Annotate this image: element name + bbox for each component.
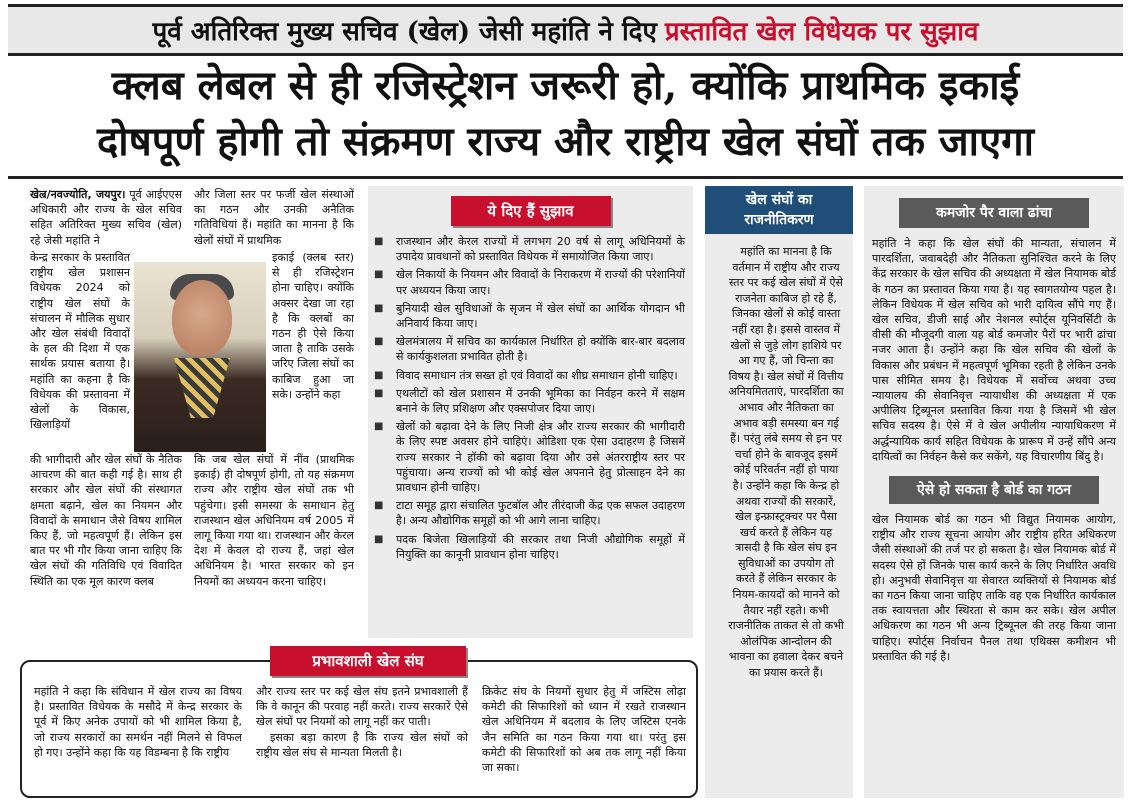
politicization-title-line1: खेल संघों का: [745, 192, 813, 208]
suggestion-item: ■ खेल निकायों के नियमन और विवादों के निराकरण में राज्यों की परेशानियों पर अध्ययन किया जाए।: [368, 267, 685, 297]
headline-line-2: दोषपूर्ण होगी तो संक्रमण राज्य और राष्ट्रीय खेल संघों तक जाएगा: [96, 118, 1035, 165]
story-col2-bottom: कि जब खेल संघों में नींव (प्राथमिक इकाई) ही दोषपूर्ण होगी, तो यह संक्रमण राज्य और राष्ट्रीय खेल संघों तक भी पहुंचेगा। इसी समस्या के समाधान हेतु राजस्थान खेल अधिनियम वर्ष 2005 में लागू किया गया था। राजस्थान और केरल देश में केवल दो राज्य हैं, जहां खेल अधिनियम है। भारत सरकार को इन नियमों का अध्ययन करना चाहिए।: [194, 453, 354, 588]
story-col1-top: [30, 187, 182, 248]
story-col2-top: और जिला स्तर पर फर्जी खेल संस्थाओं का गठन और उनकी अनैतिक गतिविधियां हैं। महांति का मानना है कि खेलों संघों में प्राथमिक: [194, 188, 354, 247]
suggestion-item: ■ राजस्थान और केरल राज्यों में लगभग 20 वर्ष से लागू अधिनियमों के उपादेय प्रावधानों को प्रस्तावित विधेयक में समायोजित किया जाए।: [368, 234, 685, 264]
suggestion-item: ■ पदक बिजेता खिलाड़ियों की सरकार तथा निजी औद्योगिक समूहों में नियुक्ति का कानूनी प्रावधान होना चाहिए।: [368, 532, 685, 562]
story-col1-bottom: की भागीदारी और खेल संघों के नैतिक आचरण की बात कही गई है। साथ ही सरकार और खेल संघों की संस्थागत क्षमता बढ़ाने, खेल का नियमन और विवादों के समाधान जैसे विषय शामिल किए हैं, जो महत्वपूर्ण हैं। लेकिन इस बात पर भी गौर किया जाना चाहिए कि खेल संघों की गतिविधि एवं विवादित स्थिति का एक मूल कारण क्लब: [30, 453, 182, 588]
weak-structure-body: महांति ने कहा कि खेल संघों की मान्यता, संचालन में पारदर्शिता, जवाबदेही और नैतिकता सुनिश्चित करने के लिए केंद्र सरकार के खेल सचिव की अध्यक्षता में खेल नियामक बोर्ड के गठन का प्रस्तावत किया गया है। यह स्वागतयोग्य पहल है। लेकिन विधेयक में खेल सचिव को भारी दायित्व सौंपे गए हैं। खेल सचिव, डीजी साई और नेशनल स्पोर्ट्स यूनिवर्सिटी के वीसी की मौजूदगी वाला यह बोर्ड कमजोर पैरों पर भारी ढांचा नजर आता है। उन्होंने कहा कि खेल सचिव की खेलों के विकास और प्रबंधन में महत्वपूर्ण भूमिका रहती है लेकिन उनके पास सीमित समय है। विधेयक में सर्वोच्च अथवा उच्च न्यायालय की सेवानिवृत्त न्यायाधीश की अध्यक्षता में एक अपीलिय ट्रिब्यूनल प्रस्तावित किया गया है जिसमें भी खेल सचिव सदस्य है। ऐसे में वे खेल अपीलीय न्यायाधिकरण में अर्द्धन्यायिक कार्य सहित विधेयक के प्रारूप में उन्हें सौंपे अन्य दायित्वों का निर्वहन कैसे कर सकेंगे, यह विचारणीय बिंदु है।: [872, 237, 1116, 463]
suggestion-item: ■ खेलमंत्रालय में सचिव का कार्यकाल निर्धारित हो क्योंकि बार-बार बदलाव से कार्यकुशलता प्रभावित होती है।: [368, 334, 685, 364]
influential-col3: क्रिकेट संघ के नियमों सुधार हेतु में जस्टिस लोढ़ा कमेटी की सिफारिशों को ध्यान में रखते राजस्थान खेल अधिनियम में बदलाव के लिए जस्टिस एनके जैन समिति का गठन किया गया था। परंतु इस कमेटी की सिफारिशों को अब तक लागू नहीं किया जा सका।: [482, 685, 686, 775]
board-formation-body: खेल नियामक बोर्ड का गठन भी विद्युत नियामक आयोग, राष्ट्रीय और राज्य सूचना आयोग और राष्ट्रीय हरित अधिकरण जैसी संस्थाओं की तर्ज पर हो सकता है। खेल नियामक बोर्ड में सदस्य ऐसे हों जिनके पास कार्य करने के लिए निर्धारित अवधि हो। अनुभवी सेवानिवृत्त या सेवारत व्यक्तियों से नियामक बोर्ड का गठन किया जाना चाहिए ताकि वह एक निर्धारित कार्यकाल तक स्वायत्तता और स्थिरता से काम कर सके। खेल अपील अधिकरण का गठन भी अन्य ट्रिब्यूनल की तरह किया जाना चाहिए। स्पोर्ट्स निर्वाचन पैनल तथा एथिक्स कमीशन भी प्रस्तावित की गई है।: [872, 513, 1116, 663]
politicization-title-line2: राजनीतिकरण: [744, 212, 814, 228]
politicization-body: महांति का मानना है कि वर्तमान में राष्ट्रीय और राज्य स्तर पर कई खेल संघों में ऐसे राजनेता काबिज हो रहे हैं, जिनका खेलों से कोई वास्ता नहीं रहा है। इससे वास्तव में खेलों से जुड़े लोग हाशिये पर आ गए हैं, जो चिन्ता का विषय है। खेल संघों में वित्तीय अनियमितताएं, पारदर्शिता का अभाव और नैतिकता का अभाव बड़ी समस्या बन गई हैं। परंतु लंबे समय से इन पर चर्चा होने के बावजूद इसमें कोई परिवर्तन नहीं हो पाया है। उन्होंने कहा कि केन्द्र हो अथवा राज्यों की सरकारें, खेल इन्फ्रास्ट्रक्चर पर पैसा खर्च करते हैं लेकिन यह त्रासदी है कि खेल संघ इन सुविधाओं का उपयोग तो करते हैं लेकिन सरकार के नियम-कायदों को मानने को तैयार नहीं रहते। कभी राजनीतिक ताकत से तो कभी ओलंपिक आन्दोलन की भावना का हवाला देकर बचने का प्रयास करते हैं।: [728, 245, 844, 680]
kicker-text: पूर्व अतिरिक्त मुख्य सचिव (खेल) जेसी महांति ने दिए: [152, 17, 657, 47]
right-box: [864, 186, 1124, 798]
influential-col2-para1: और राज्य स्तर पर कई खेल संघ इतने प्रभावशाली हैं कि वे कानून की परवाह नहीं करते। राज्य सरकारें ऐसे खेल संघों पर नियमों को लागू नहीं कर पाती।: [256, 685, 468, 729]
kicker-strap: [8, 4, 1123, 56]
dateline: खेल्र/नवज्योति, जयपुर।: [30, 188, 126, 201]
headline-line-1: क्लब लेबल से ही रजिस्ट्रेशन जरूरी हो, क्योंकि प्राथमिक इकाई: [111, 62, 1020, 109]
suggestions-box: [368, 186, 693, 638]
suggestion-item: ■ बुनियादी खेल सुविधाओं के सृजन में खेल संघों का आर्थिक योगदान भी अनिवार्य किया जाए।: [368, 301, 685, 331]
header-rule: [8, 176, 1123, 179]
headline: [8, 58, 1123, 170]
story-col2-narrow: इकाई (क्लब स्तर) से ही रजिस्ट्रेशन होना चाहिए। क्योंकि अक्सर देखा जा रहा है कि क्लबों का गठन ही ऐसे किया जाता है ताकि उसके जरिए जिला संघों का काबिज हुआ जा सके। उन्होंने कहा: [272, 251, 354, 401]
suggestion-item: ■ एथलीटों को खेल प्रशासन में उनकी भूमिका का निर्वहन करने में सक्षम बनाने के लिए प्रशिक्षण और एक्सपोजर दिया जाए।: [368, 386, 685, 416]
board-formation-title: ऐसे हो सकता है बोर्ड का गठन: [889, 476, 1099, 504]
suggestion-item: ■ खेलों को बढ़ावा देने के लिए निजी क्षेत्र और राज्य सरकार की भागीदारी के लिए स्पष्ट अवसर होने चाहिएं। ओडिशा एक ऐसा उदाहरण है जिसमें राज्य सरकार ने हॉकी को बढ़ावा दिया और उसे अंतरराष्ट्रीय स्तर पर पहुंचाया। अन्य राज्यों को भी कोई खेल अपनाने हेतु प्रोत्साहन देने का प्रावधान होनी चाहिए।: [368, 419, 685, 495]
story-col1-narrow: केन्द्र सरकार के प्रस्तावित राष्ट्रीय खेल प्रशासन विधेयक 2024 को राष्ट्रीय खेल संघों के संचालन में मौलिक सुधार और खेल संबंधी विवादों के हल की दिशा में एक सार्थक प्रयास बताया है। महांति का कहना है कि विधेयक की प्रस्तावना में खेलों के विकास, खिलाड़ियों: [30, 251, 130, 432]
portrait-photo: [134, 262, 266, 452]
suggestion-item: ■ टाटा समूह द्वारा संचालित फुटबॉल और तीरंदाजी केंद्र एक सफल उदाहरण है। अन्य औद्योगिक समूहों को भी आगे लाना चाहिए।: [368, 498, 685, 528]
suggestions-title: ये दिए हैं सुझाव: [451, 196, 611, 226]
influential-col2-para2: इसका बड़ा कारण है कि राज्य खेल संघों को राष्ट्रीय खेल संघ से मान्यता मिलती है।: [256, 730, 468, 759]
influential-title: प्रभावशाली खेल संघ: [270, 646, 466, 676]
story-col1-top-text: पूर्व आईएएस अधिकारी और राज्य के खेल सचिव सहित अतिरिक्त मुख्य सचिव (खेल) रहे जेसी महांति ने: [30, 188, 182, 247]
suggestions-list: [368, 234, 693, 562]
influential-col2: [256, 684, 468, 794]
suggestion-item: ■ विवाद समाधान तंत्र सख्त हो एवं विवादों का शीघ्र समाधान होनी चाहिए।: [368, 368, 685, 383]
politicization-box: [705, 186, 853, 798]
weak-structure-title: कमजोर पैर वाला ढांचा: [899, 198, 1089, 228]
politicization-title: [705, 186, 853, 234]
kicker-highlight: प्रस्तावित खेल विधेयक पर सुझाव: [664, 17, 979, 47]
influential-col1: महांति ने कहा कि संविधान में खेल राज्य का विषय है। प्रस्तावित विधेयक के मसौदे में केन्द्र सरकार के पूर्व में किए अनेक उपायों को भी शामिल किया है, जो राज्य सरकारों का समर्थन नहीं मिलने से विफल हो गए। उन्होंने कहा कि यह विडम्बना है कि राष्ट्रीय: [34, 685, 242, 759]
